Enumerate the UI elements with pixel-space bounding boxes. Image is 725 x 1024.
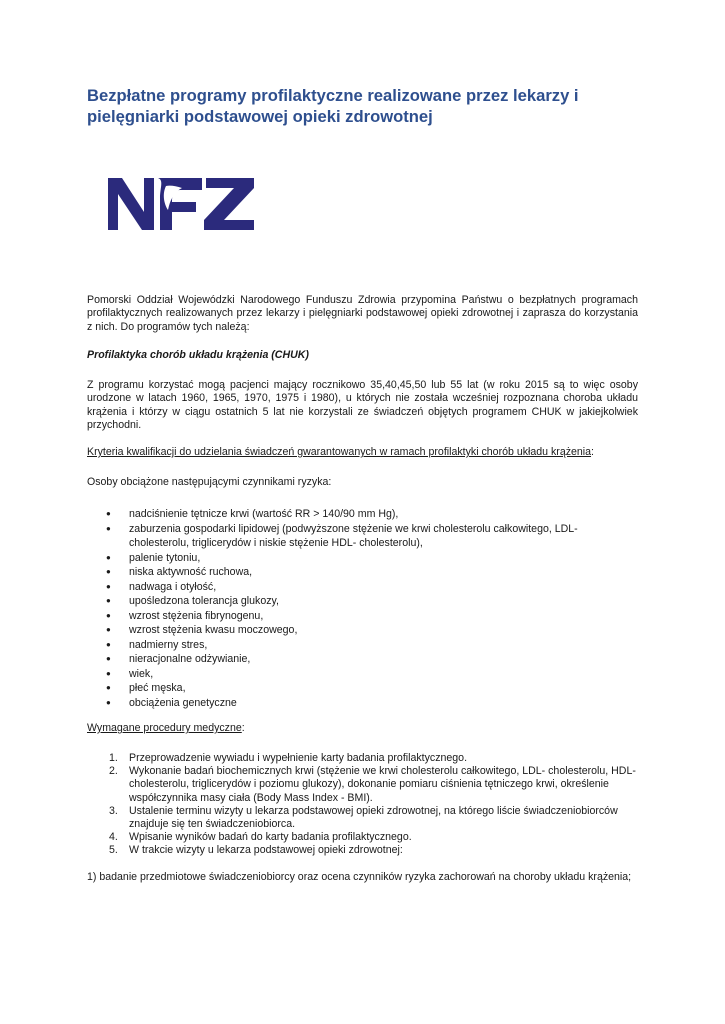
procedure-text: Wykonanie badań biochemicznych krwi (stężenie we krwi cholesterolu całkowitego, LDL- cholesterolu, HDL- cholesterolu, triglicerydów i poziomu glukozy), dokonanie pomiaru ciśnienia tętniczego krwi, określenie współczynnika masy ciała (Body Mass Index - BMI). xyxy=(129,765,636,804)
risk-factor-list xyxy=(87,507,638,710)
list-item xyxy=(87,522,638,551)
document-title: Bezpłatne programy profilaktyczne realizowane przez lekarzy i pielęgniarki podstawowej opieki zdrowotnej xyxy=(87,86,579,126)
risk-factor: płeć męska, xyxy=(129,682,186,694)
list-item xyxy=(87,565,638,580)
item-number: 3. xyxy=(109,804,118,817)
risk-factor: wiek, xyxy=(129,667,154,680)
criteria-heading xyxy=(87,446,638,459)
criteria-heading-colon: : xyxy=(591,446,594,458)
bullet-icon: ● xyxy=(106,610,111,620)
nfz-logo-image xyxy=(106,176,256,232)
procedures-heading-text: Wymagane procedury medyczne xyxy=(87,722,242,734)
risk-factor: nieracjonalne odżywianie, xyxy=(129,653,251,665)
list-item xyxy=(87,652,638,667)
chuk-paragraph: Z programu korzystać mogą pacjenci mający rocznikowo 35,40,45,50 lub 55 lat (w roku 2015 są to więc osoby urodzone w latach 1960, 1965, 1970, 1975 i 1980), u których nie została wcześniej rozpoznana choroba układu krążenia i którzy w ciągu ostatnich 5 lat nie korzystali ze świadczeń objętych programem CHUK w jakiejkolwiek przychodni. xyxy=(87,379,638,432)
list-item xyxy=(87,696,638,711)
bullet-icon: ● xyxy=(106,683,111,692)
list-item xyxy=(87,765,638,805)
procedures-heading xyxy=(87,722,638,735)
nfz-logo xyxy=(106,176,256,237)
bullet-icon: ● xyxy=(106,567,111,576)
list-item xyxy=(87,831,638,844)
bullet-icon: ● xyxy=(106,523,111,533)
item-number: 2. xyxy=(109,765,118,778)
list-item xyxy=(87,507,638,522)
list-item xyxy=(87,551,638,566)
risk-factor: nadmierny stres, xyxy=(129,638,208,651)
list-item xyxy=(87,667,638,682)
bullet-icon: ● xyxy=(106,668,111,678)
bullet-icon: ● xyxy=(106,596,111,605)
risk-factor: palenie tytoniu, xyxy=(129,551,201,564)
item-number: 1. xyxy=(109,752,118,764)
bullet-icon: ● xyxy=(106,581,111,591)
procedure-text: Wpisanie wyników badań do karty badania profilaktycznego. xyxy=(129,831,412,844)
list-item xyxy=(87,623,638,638)
item-number: 5. xyxy=(109,844,118,857)
risk-factor: niska aktywność ruchowa, xyxy=(129,566,253,578)
bullet-icon: ● xyxy=(106,509,111,518)
risk-factor: nadwaga i otyłość, xyxy=(129,580,217,593)
list-item xyxy=(87,594,638,609)
bullet-icon: ● xyxy=(106,697,111,707)
persons-intro: Osoby obciążone następującymi czynnikami ryzyka: xyxy=(87,476,332,488)
list-item xyxy=(87,805,638,831)
item-number: 4. xyxy=(109,831,118,844)
list-item xyxy=(87,752,638,765)
bullet-icon: ● xyxy=(106,639,111,649)
procedure-text: Ustalenie terminu wizyty u lekarza podstawowej opieki zdrowotnej, na którego liście świadczeniobiorców znajduje się ten świadczeniobiorca. xyxy=(129,804,618,831)
risk-factor: upośledzona tolerancja glukozy, xyxy=(129,595,279,607)
risk-factor: wzrost stężenia fibrynogenu, xyxy=(129,609,264,622)
list-item xyxy=(87,580,638,595)
procedures-list xyxy=(87,752,638,858)
list-item xyxy=(87,609,638,624)
criteria-heading-text: Kryteria kwalifikacji do udzielania świadczeń gwarantowanych w ramach profilaktyki chorób układu krążenia xyxy=(87,446,592,458)
procedure-text: W trakcie wizyty u lekarza podstawowej opieki zdrowotnej: xyxy=(129,844,403,857)
risk-factor: zaburzenia gospodarki lipidowej (podwyższone stężenie we krwi cholesterolu całkowitego, LDL- cholesterolu, triglicerydów i niskie stężenie HDL- cholesterolu), xyxy=(129,522,578,549)
risk-factor: wzrost stężenia kwasu moczowego, xyxy=(129,624,298,636)
last-paragraph: 1) badanie przedmiotowe świadczeniobiorcy oraz ocena czynników ryzyka zachorowań na choroby układu krążenia; xyxy=(87,871,632,883)
procedure-text: Przeprowadzenie wywiadu i wypełnienie karty badania profilaktycznego. xyxy=(129,752,468,764)
bullet-icon: ● xyxy=(106,625,111,634)
list-item xyxy=(87,681,638,696)
bullet-icon: ● xyxy=(106,552,111,562)
risk-factor: nadciśnienie tętnicze krwi (wartość RR > 140/90 mm Hg), xyxy=(129,508,399,520)
intro-paragraph: Pomorski Oddział Wojewódzki Narodowego Funduszu Zdrowia przypomina Państwu o bezpłatnych programach profilaktycznych realizowanych przez lekarzy i pielęgniarki podstawowej opieki zdrowotnej i zaprasza do korzystania z nich. Do programów tych należą: xyxy=(87,294,638,333)
list-item xyxy=(87,844,638,857)
procedures-heading-colon: : xyxy=(241,722,245,734)
risk-factor: obciążenia genetyczne xyxy=(129,696,237,709)
section-heading: Profilaktyka chorób układu krążenia (CHUK) xyxy=(87,349,309,361)
list-item xyxy=(87,638,638,653)
bullet-icon: ● xyxy=(106,654,111,663)
